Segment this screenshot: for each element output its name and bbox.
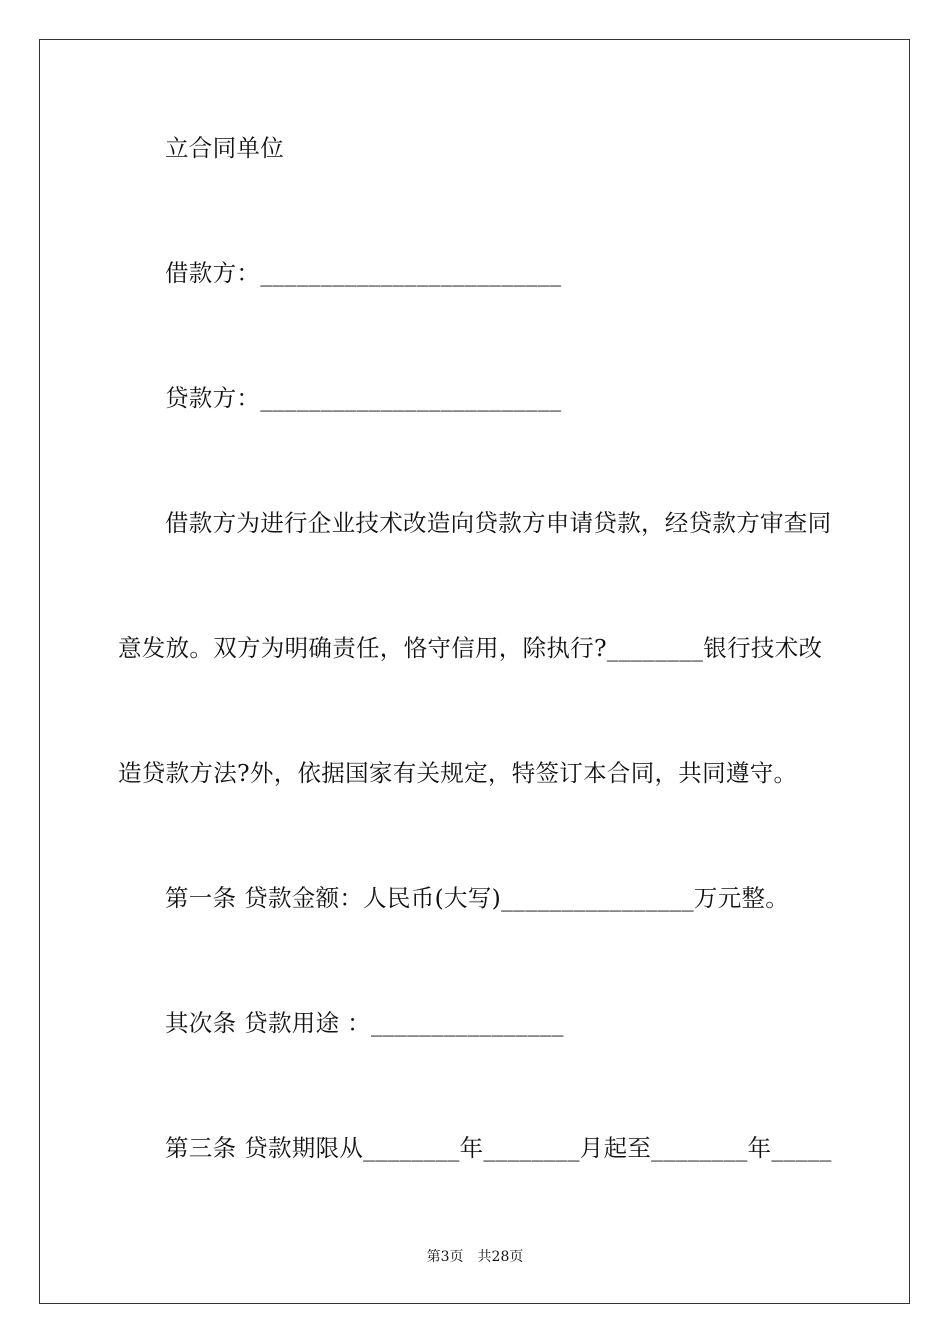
paragraph-line: 意发放。双方为明确责任，恪守信用，除执行?________银行技术改 — [118, 634, 823, 662]
paragraph-line: 借款方为进行企业技术改造向贷款方申请贷款，经贷款方审查同 — [165, 509, 832, 537]
page-number: 第3页 共28页 — [426, 1249, 524, 1265]
lender-line: 贷款方：_________________________ — [165, 384, 562, 412]
borrower-line: 借款方：_________________________ — [165, 259, 562, 287]
paragraph-line: 造贷款方法?外，依据国家有关规定，特签订本合同，共同遵守。 — [118, 759, 798, 787]
article-1-loan-amount: 第一条 贷款金额：人民币(大写)________________万元整。 — [165, 884, 790, 912]
article-2-loan-purpose: 其次条 贷款用途 ：________________ — [165, 1009, 564, 1037]
article-3-loan-term: 第三条 贷款期限从________年________月起至________年_____ — [165, 1134, 832, 1162]
contract-parties-heading: 立合同单位 — [165, 134, 284, 162]
page-border — [39, 39, 910, 1304]
